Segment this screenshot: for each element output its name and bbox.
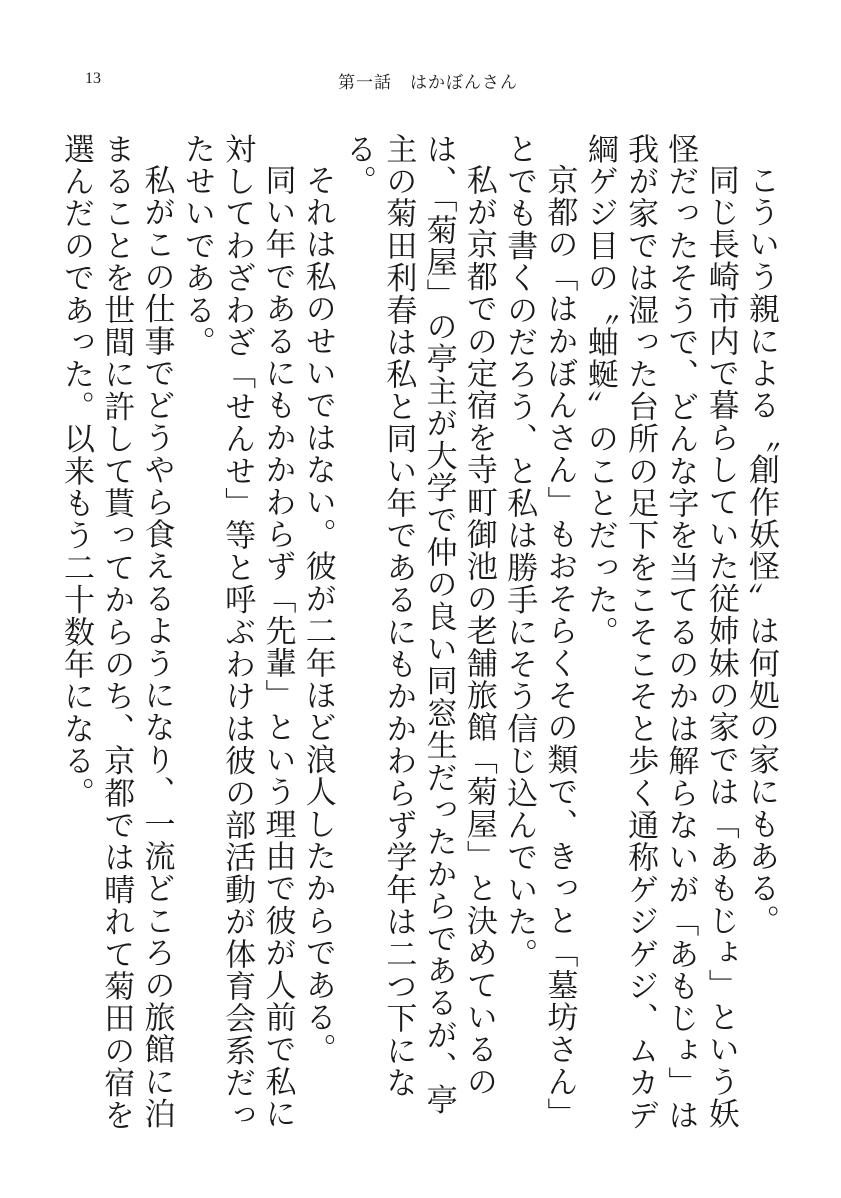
paragraph: それは私のせいではない。彼が二年ほど浪人したからである。: [299, 164, 336, 1066]
body-text: [57, 133, 781, 1143]
paragraph: 同い年であるにもかかわらず「先輩」という理由で彼が人前で私に対してわざわざ「せんせ」等と呼ぶわけは彼の部活動が体育会系だったせいである。: [178, 133, 296, 1132]
paragraph: 私が京都での定宿を寺町御池の老舗旅館「菊屋」と決めているのは、「菊屋」の亭主が大学で仲の良い同窓生だったからであるが、亭主の菊田利春は私と同い年であるにもかかわらず学年は二つ下になる。: [340, 133, 497, 1116]
paragraph: こういう親による〝創作妖怪〟は何処の家にもある。: [743, 164, 779, 937]
running-head: 第一話 はかぼんさん: [338, 73, 518, 93]
paragraph: 同じ長崎市内で暮らしていた従姉妹の家では「あもじょ」という妖怪だったそうで、どんな字を当てるのかは解らないが「あもじょ」は我が家では湿った台所の足下をこそこそと歩く通称ゲジゲジ、ムカデ綱ゲジ目の〝蚰蜒〟のことだった。: [581, 133, 739, 1132]
paragraph: 私がこの仕事でどうやら食えるようになり、一流どころの旅館に泊まることを世間に許して貰ってからのち、京都では晴れて菊田の宿を選んだのであった。以来もう二十数年になる。: [57, 133, 175, 1132]
page-number: 13: [85, 70, 101, 87]
paragraph: 京都の「はかぼんさん」もおそらくその類で、きっと「墓坊さん」とでも書くのだろう、と私は勝手にそう信じ込んでいた。: [501, 133, 578, 1130]
